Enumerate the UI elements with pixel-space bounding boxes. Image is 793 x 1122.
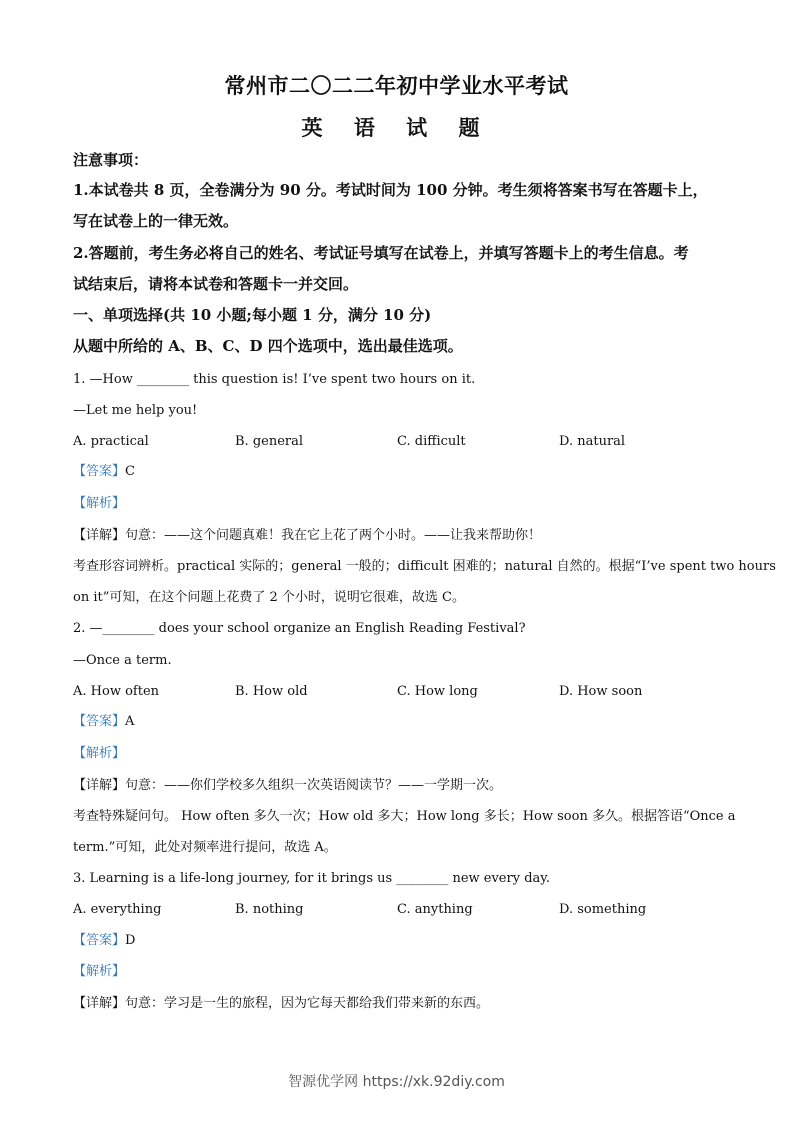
option-b: B. nothing: [235, 902, 304, 917]
option-c: C. difficult: [397, 434, 466, 449]
notice-item-2-line-2: 试结束后，请将本试卷和答题卡一并交回。: [73, 275, 359, 293]
question-1-answer: [73, 463, 723, 480]
answer-value: D: [125, 933, 136, 948]
option-c: C. How long: [397, 684, 478, 699]
question-1-explain-2: on it”可知，在这个问题上花费了 2 个小时，说明它很难，故选 C。: [73, 590, 465, 605]
question-2-answer: [73, 713, 723, 730]
question-1-analysis: [73, 495, 723, 512]
section-instruction: 从题中所给的 A、B、C、D 四个选项中，选出最佳选项。: [73, 337, 463, 355]
question-2-detail: [73, 777, 723, 794]
exam-subtitle: 英 语 试 题: [301, 115, 492, 140]
analysis-tag: 【解析】: [73, 496, 126, 511]
option-d: D. something: [559, 902, 647, 917]
notice-item-2-line-1: 2.答题前，考生务必将自己的姓名、考试证号填写在试卷上，并填写答题卡上的考生信息。考: [73, 244, 689, 262]
exam-title: 常州市二〇二二年初中学业水平考试: [224, 73, 569, 98]
question-3-stem: 3. Learning is a life-long journey, for it brings us ________ new every day.: [73, 871, 551, 886]
option-a: A. everything: [73, 902, 162, 917]
detail-text: 句意：——这个问题真难！我在它上花了两个小时。——让我来帮助你！: [125, 528, 542, 543]
footer-watermark: 智源优学网 https://xk.92diy.com: [288, 1074, 505, 1090]
notice-item-1-line-2: 写在试卷上的一律无效。: [73, 212, 239, 230]
question-1-reply: —Let me help you!: [73, 403, 198, 418]
question-1-stem: 1. —How ________ this question is! I’ve spent two hours on it.: [73, 372, 476, 387]
answer-tag: 【答案】: [73, 933, 126, 948]
question-2-reply: —Once a term.: [73, 653, 172, 668]
option-b: B. general: [235, 434, 304, 449]
question-2-stem: 2. —________ does your school organize an English Reading Festival?: [73, 621, 526, 636]
option-a: A. How often: [73, 684, 160, 699]
question-2-explain-2: term.”可知，此处对频率进行提问，故选 A。: [73, 840, 337, 855]
option-c: C. anything: [397, 902, 473, 917]
detail-tag: 【详解】: [73, 778, 126, 793]
question-3-answer: [73, 932, 723, 949]
option-d: D. How soon: [559, 684, 643, 699]
question-1-explain-1: 考查形容词辨析。practical 实际的；general 一般的；difficult 困难的；natural 自然的。根据“I’ve spent two hours: [73, 559, 776, 574]
detail-text: 句意：学习是一生的旅程，因为它每天都给我们带来新的东西。: [125, 996, 490, 1011]
question-3-analysis: [73, 963, 723, 980]
answer-tag: 【答案】: [73, 464, 126, 479]
detail-tag: 【详解】: [73, 996, 126, 1011]
analysis-tag: 【解析】: [73, 746, 126, 761]
detail-tag: 【详解】: [73, 528, 126, 543]
section-title: 一、单项选择(共 10 小题;每小题 1 分，满分 10 分): [73, 306, 432, 324]
notice-heading: 注意事项：: [73, 151, 149, 169]
option-d: D. natural: [559, 434, 626, 449]
answer-value: C: [125, 464, 135, 479]
notice-item-1-line-1: 1.本试卷共 8 页，全卷满分为 90 分。考试时间为 100 分钟。考生须将答案书写在答题卡上，: [73, 181, 708, 199]
analysis-tag: 【解析】: [73, 964, 126, 979]
question-2-analysis: [73, 745, 723, 762]
detail-text: 句意：——你们学校多久组织一次英语阅读节？——一学期一次。: [125, 778, 503, 793]
option-a: A. practical: [73, 434, 149, 449]
question-2-explain-1: 考查特殊疑问句。 How often 多久一次；How old 多大；How long 多长；How soon 多久。根据答语“Once a: [73, 809, 736, 824]
question-1-detail: [73, 527, 723, 544]
answer-value: A: [125, 714, 135, 729]
option-b: B. How old: [235, 684, 308, 699]
answer-tag: 【答案】: [73, 714, 126, 729]
question-3-detail: [73, 995, 723, 1012]
